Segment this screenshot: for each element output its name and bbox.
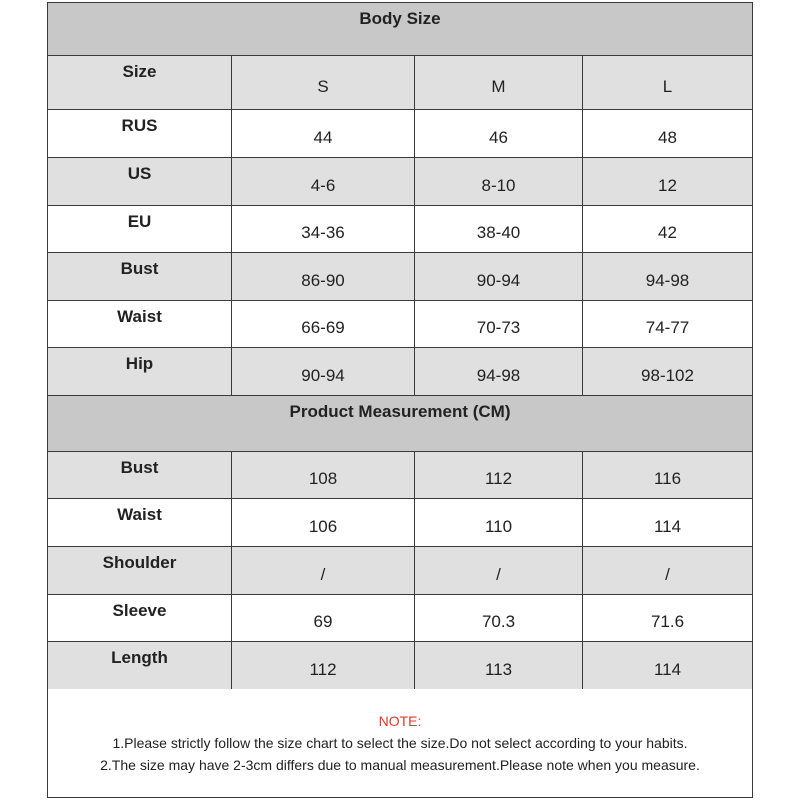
table-row (48, 158, 753, 206)
note-title: NOTE: (378, 713, 422, 729)
table-row (48, 642, 753, 690)
cell-s: 112 (232, 642, 415, 690)
cell-l: 116 (583, 452, 753, 499)
table-row (48, 110, 753, 158)
row-label: Waist (48, 301, 232, 348)
cell-m: 38-40 (415, 206, 583, 253)
row-label: Length (48, 642, 232, 690)
cell-l: 98-102 (583, 348, 753, 396)
body-size-title: Body Size (48, 3, 753, 56)
table-row (48, 301, 753, 348)
cell-l: 114 (583, 499, 753, 547)
table-row (48, 499, 753, 547)
cell-m: 113 (415, 642, 583, 690)
cell-l: 114 (583, 642, 753, 690)
cell-m: 110 (415, 499, 583, 547)
cell-s: 44 (232, 110, 415, 158)
note-box (47, 689, 753, 798)
cell-m: 70-73 (415, 301, 583, 348)
table-row (48, 253, 753, 301)
body-size-header-row (48, 3, 753, 56)
row-label: Shoulder (48, 547, 232, 595)
table-row (48, 348, 753, 396)
cell-s: 34-36 (232, 206, 415, 253)
row-label: RUS (48, 110, 232, 158)
size-header-row (48, 56, 753, 110)
cell-m: / (415, 547, 583, 595)
cell-l: / (583, 547, 753, 595)
row-label: Bust (48, 452, 232, 499)
cell-s: 86-90 (232, 253, 415, 301)
cell-l: 74-77 (583, 301, 753, 348)
cell-l: 71.6 (583, 595, 753, 642)
cell-s: 4-6 (232, 158, 415, 206)
cell-m: 112 (415, 452, 583, 499)
product-header-row (48, 396, 753, 452)
cell-s: 90-94 (232, 348, 415, 396)
table-row (48, 547, 753, 595)
cell-m: 46 (415, 110, 583, 158)
cell-m: 8-10 (415, 158, 583, 206)
cell-s: / (232, 547, 415, 595)
note-line-2: 2.The size may have 2-3cm differs due to manual measurement.Please note when you measure. (100, 757, 700, 773)
size-chart-table (47, 2, 753, 690)
cell-m: 94-98 (415, 348, 583, 396)
table-row (48, 452, 753, 499)
note-line-1: 1.Please strictly follow the size chart to select the size.Do not select according to your habits. (112, 735, 688, 751)
row-label: US (48, 158, 232, 206)
cell-l: 42 (583, 206, 753, 253)
cell-l: 12 (583, 158, 753, 206)
cell-m: 70.3 (415, 595, 583, 642)
row-label: Sleeve (48, 595, 232, 642)
cell-s: 69 (232, 595, 415, 642)
cell-s: 108 (232, 452, 415, 499)
size-m-header: M (415, 56, 583, 110)
row-label: Hip (48, 348, 232, 396)
row-label: EU (48, 206, 232, 253)
row-label: Waist (48, 499, 232, 547)
cell-l: 94-98 (583, 253, 753, 301)
cell-l: 48 (583, 110, 753, 158)
cell-s: 66-69 (232, 301, 415, 348)
row-label: Bust (48, 253, 232, 301)
size-l-header: L (583, 56, 753, 110)
size-column-label: Size (48, 56, 232, 110)
table-row (48, 206, 753, 253)
cell-m: 90-94 (415, 253, 583, 301)
cell-s: 106 (232, 499, 415, 547)
table-row (48, 595, 753, 642)
product-measurement-title: Product Measurement (CM) (48, 396, 753, 452)
size-s-header: S (232, 56, 415, 110)
